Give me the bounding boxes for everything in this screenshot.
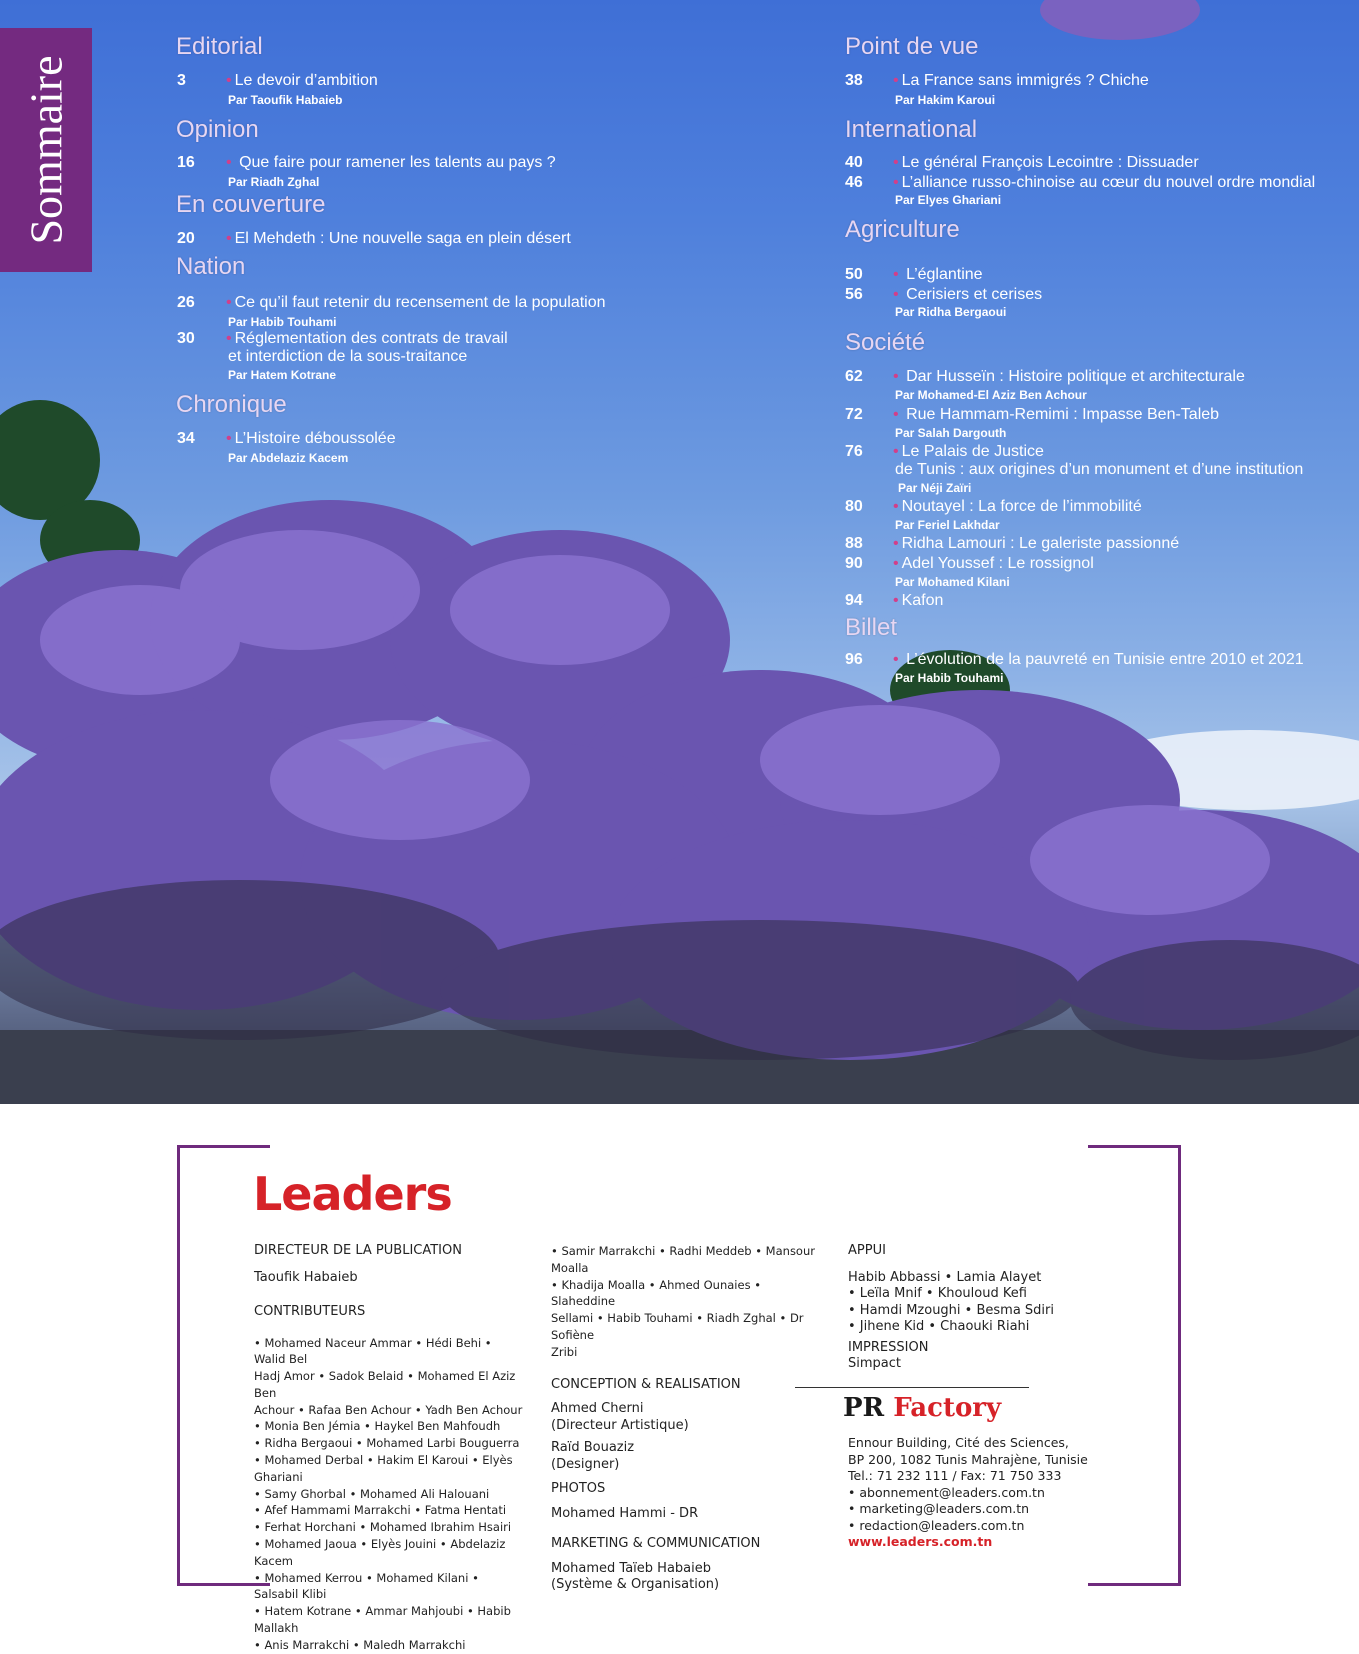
leaders-logo: Leaders [253,1167,452,1221]
article-link[interactable]: • Ce qu’il faut retenir du recensement de la population [226,294,606,311]
page-number: 34 [177,430,195,447]
section-title-editorial: Editorial [176,33,263,60]
article-link[interactable]: • Ridha Lamouri : Le galeriste passionné [893,535,1180,552]
page-number: 94 [845,592,863,609]
section-title-international: International [845,116,978,143]
contributors-line: • Afef Hammami Marrakchi • Fatma Hentati [254,1503,507,1518]
conception-role-2: (Designer) [551,1456,620,1472]
appui-list [848,1270,1098,1336]
credits-column-3 [848,1243,1098,1373]
article-author: Par Habib Touhami [895,671,1004,685]
email-link[interactable]: • abonnement@leaders.com.tn [848,1484,1045,1500]
article-link[interactable]: • Le devoir d’ambition [226,72,378,89]
website-link[interactable]: www.leaders.com.tn [848,1534,993,1549]
page-number: 50 [845,266,863,283]
article-link[interactable]: • L’Histoire déboussolée [226,430,396,447]
contributors-line: • Ridha Bergaoui • Mohamed Larbi Bouguerra [254,1436,520,1451]
page-number: 3 [177,72,186,89]
appui-heading: APPUI [848,1243,886,1258]
sommaire-label: Sommaire [20,55,72,245]
section-title-en-couverture: En couverture [176,191,326,218]
article-link[interactable]: • Que faire pour ramener les talents au pays ? [226,154,556,171]
page-number: 16 [177,154,195,171]
article-link[interactable]: • Rue Hammam-Remimi : Impasse Ben-Taleb [893,406,1220,423]
article-author: Par Riadh Zghal [228,175,320,189]
conception-role-1: (Directeur Artistique) [551,1417,689,1433]
contributors-line: • Anis Marrakchi • Maledh Marrakchi [254,1637,466,1652]
credits-column-2 [551,1243,821,1594]
page-number: 80 [845,498,863,515]
contributors-line: Achour • Rafaa Ben Achour • Yadh Ben Achour [254,1402,523,1417]
article-link[interactable]: • Le Palais de Justice [893,443,1044,460]
page-number: 96 [845,651,863,668]
email-link[interactable]: • redaction@leaders.com.tn [848,1517,1025,1533]
publisher-address [848,1435,1108,1551]
article-author: Par Mohamed-El Aziz Ben Achour [895,388,1087,402]
section-title-societe: Société [845,329,926,356]
section-title-point-de-vue: Point de vue [845,33,979,60]
marketing-heading: MARKETING & COMMUNICATION [551,1536,761,1552]
contributors-line: • Hatem Kotrane • Ammar Mahjoubi • Habib Mallakh [254,1604,511,1636]
photos-heading: PHOTOS [551,1481,606,1497]
article-link[interactable]: • Cerisiers et cerises [893,286,1043,303]
contributors-line: Zribi [551,1344,578,1359]
section-title-nation: Nation [176,253,246,280]
article-author: Par Hakim Karoui [895,93,996,107]
pr-factory-logo [843,1393,1001,1423]
article-link[interactable]: • Réglementation des contrats de travail [226,330,508,347]
article-author: Par Abdelaziz Kacem [228,451,349,465]
article-link[interactable]: • L’alliance russo-chinoise au cœur du nouvel ordre mondial [893,174,1316,191]
credits-column-1 [254,1243,524,1654]
contributors-line: • Mohamed Jaoua • Elyès Jouini • Abdelaziz Kacem [254,1537,506,1568]
page-number: 90 [845,555,863,572]
contributors-line: • Mohamed Naceur Ammar • Hédi Behi • Walid Bel [254,1335,492,1367]
section-title-chronique: Chronique [176,391,287,418]
contributors-line: • Ferhat Horchani • Mohamed Ibrahim Hsairi [254,1520,512,1535]
article-author: Par Taoufik Habaieb [228,93,343,107]
contributors-line: • Samy Ghorbal • Mohamed Ali Halouani [254,1486,490,1501]
page-number: 76 [845,443,863,460]
page-number: 88 [845,535,863,552]
article-author: Par Habib Touhami [228,315,337,329]
article-link-continued[interactable]: de Tunis : aux origines d’un monument et d’une institution [895,461,1304,478]
contributors-line: • Monia Ben Jémia • Haykel Ben Mahfoudh [254,1419,501,1434]
article-link[interactable]: • Noutayel : La force de l’immobilité [893,498,1142,515]
conception-heading: CONCEPTION & REALISATION [551,1376,741,1392]
impression-name: Simpact [848,1356,901,1371]
page-number: 62 [845,368,863,385]
article-author: Par Salah Dargouth [895,426,1007,440]
article-author: Par Elyes Ghariani [895,193,1002,207]
article-author: Par Néji Zaïri [898,481,972,495]
article-link[interactable]: • Le général François Lecointre : Dissuader [893,154,1199,171]
appui-line: • Leïla Mnif • Khouloud Kefi [848,1286,1027,1301]
divider [795,1387,1029,1388]
article-link[interactable]: • Adel Youssef : Le rossignol [893,555,1094,572]
contributors-list-continued [551,1243,821,1361]
page-number: 26 [177,294,195,311]
email-link[interactable]: • marketing@leaders.com.tn [848,1501,1030,1516]
conception-name-1: Ahmed Cherni [551,1401,644,1417]
section-title-billet: Billet [845,614,898,641]
section-title-opinion: Opinion [176,116,259,143]
page-number: 30 [177,330,195,347]
toc-right-column [0,0,1359,700]
contributors-line: • Samir Marrakchi • Radhi Meddeb • Mansour Moalla [551,1244,815,1275]
contributors-list [254,1335,524,1654]
page-number: 72 [845,406,863,423]
article-link[interactable]: • Dar Husseïn : Histoire politique et architecturale [893,368,1245,385]
pr-factory-logo-part-1: PR [843,1393,885,1423]
conception-name-2: Raïd Bouaziz [551,1440,635,1456]
article-author: Par Feriel Lakhdar [895,518,1000,532]
impression-heading: IMPRESSION [848,1339,929,1355]
contributors-line: • Mohamed Kerrou • Mohamed Kilani • Salsabil Klibi [254,1570,479,1602]
appui-line: • Hamdi Mzoughi • Besma Sdiri [848,1302,1054,1318]
article-link[interactable]: • El Mehdeth : Une nouvelle saga en plein désert [226,230,571,247]
director-heading: DIRECTEUR DE LA PUBLICATION [254,1243,462,1258]
director-name: Taoufik Habaieb [254,1269,358,1285]
appui-line: • Jihene Kid • Chaouki Riahi [848,1319,1030,1334]
address-line: Ennour Building, Cité des Sciences, [848,1435,1069,1450]
contributors-line: • Khadija Moalla • Ahmed Ounaies • Slaheddine [551,1277,762,1309]
article-link[interactable]: • L’églantine [893,266,983,283]
page-number: 40 [845,154,863,171]
article-author: Par Hatem Kotrane [228,368,337,382]
article-link[interactable]: • La France sans immigrés ? Chiche [893,72,1149,89]
address-line: BP 200, 1082 Tunis Mahrajène, Tunisie [848,1451,1088,1467]
marketing-name: Mohamed Taïeb Habaieb [551,1560,711,1576]
contributors-heading: CONTRIBUTEURS [254,1304,366,1319]
address-line: Tel.: 71 232 111 / Fax: 71 750 333 [848,1468,1062,1483]
page-number: 20 [177,230,195,247]
article-link[interactable]: • L’évolution de la pauvreté en Tunisie entre 2010 et 2021 [893,651,1304,668]
contributors-line: Hadj Amor • Sadok Belaid • Mohamed El Aziz Ben [254,1369,516,1400]
page-number: 46 [845,174,863,191]
pr-factory-logo-part-2: Factory [893,1393,1002,1423]
article-link-continued[interactable]: et interdiction de la sous-traitance [228,348,468,365]
article-author: Par Ridha Bergaoui [895,305,1007,319]
page-number: 38 [845,72,863,89]
contributors-line: • Mohamed Derbal • Hakim El Karoui • Elyès Ghariani [254,1453,513,1484]
contributors-line: Sellami • Habib Touhami • Riadh Zghal • Dr Sofiène [551,1311,804,1342]
marketing-role: (Système & Organisation) [551,1577,720,1593]
article-link[interactable]: • Kafon [893,592,944,609]
article-author: Par Mohamed Kilani [895,575,1010,589]
appui-line: Habib Abbassi • Lamia Alayet [848,1269,1042,1285]
credits-box [177,1145,1181,1652]
page-number: 56 [845,286,863,303]
photos-credit: Mohamed Hammi - DR [551,1505,699,1521]
section-title-agriculture: Agriculture [845,216,960,243]
